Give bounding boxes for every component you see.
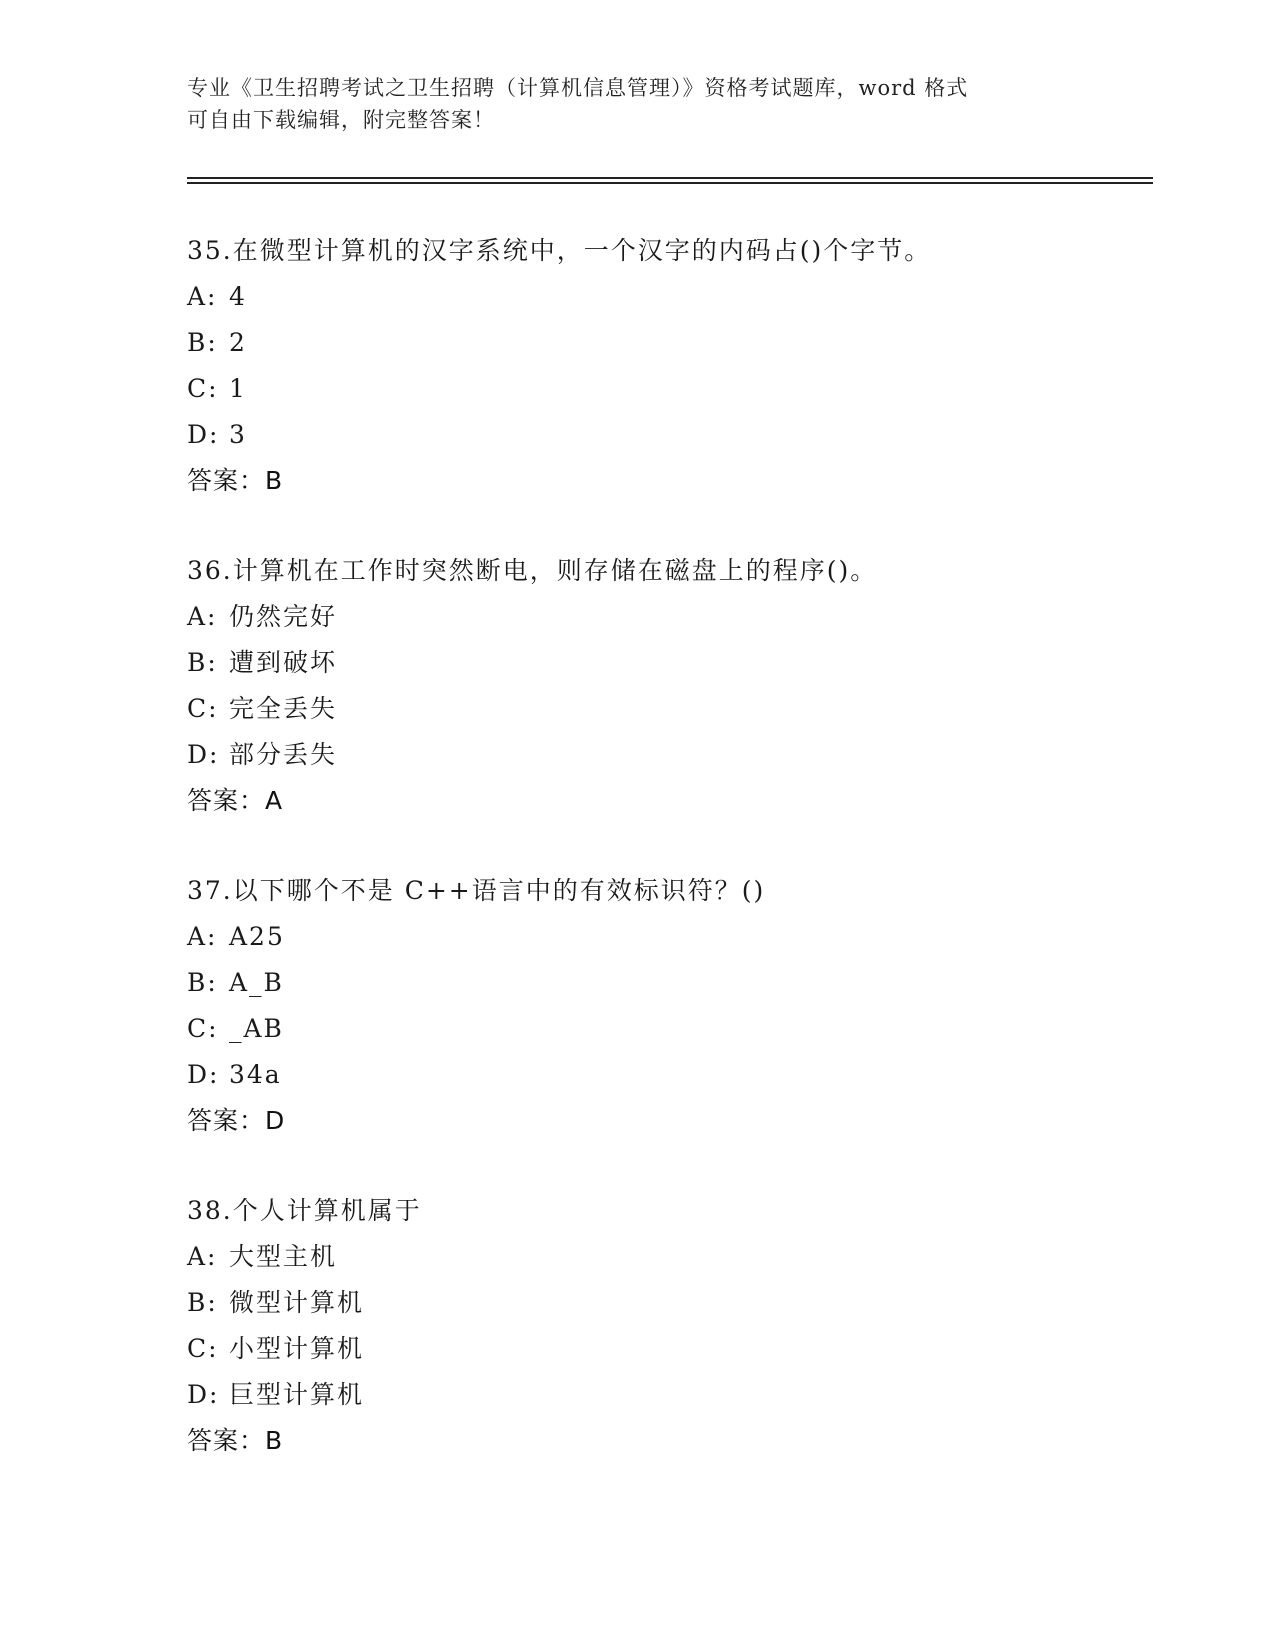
question-37 xyxy=(187,868,1147,1144)
option-key: B: xyxy=(187,968,218,997)
header-divider-bottom xyxy=(187,182,1153,184)
option-key: C: xyxy=(187,1334,219,1363)
option-text: 小型计算机 xyxy=(229,1334,365,1363)
option-text: 3 xyxy=(229,420,247,449)
document-header xyxy=(187,72,1087,136)
question-36 xyxy=(187,548,1147,824)
option-a xyxy=(187,594,1147,640)
option-text: 大型主机 xyxy=(229,1242,338,1271)
answer-line: 答案：B xyxy=(187,1426,284,1455)
option-c xyxy=(187,1006,1147,1052)
answer-line: 答案：B xyxy=(187,466,284,495)
option-key: D: xyxy=(187,1380,220,1409)
option-key: A: xyxy=(187,282,218,311)
option-key: D: xyxy=(187,420,220,449)
option-key: C: xyxy=(187,1014,219,1043)
option-key: C: xyxy=(187,374,219,403)
option-key: D: xyxy=(187,1060,220,1089)
option-a xyxy=(187,1234,1147,1280)
option-text: A_B xyxy=(229,968,284,997)
option-text: 仍然完好 xyxy=(229,602,338,631)
option-text: 巨型计算机 xyxy=(229,1380,365,1409)
question-stem: 37.以下哪个不是 C++语言中的有效标识符？() xyxy=(187,876,766,905)
answer-line: 答案：D xyxy=(187,1106,286,1135)
option-key: B: xyxy=(187,1288,218,1317)
option-b xyxy=(187,320,1147,366)
option-text: _AB xyxy=(229,1014,284,1043)
option-a xyxy=(187,914,1147,960)
option-d xyxy=(187,1052,1147,1098)
option-text: 34a xyxy=(229,1060,282,1089)
option-key: B: xyxy=(187,328,218,357)
option-c xyxy=(187,366,1147,412)
option-b xyxy=(187,960,1147,1006)
question-stem: 35.在微型计算机的汉字系统中，一个汉字的内码占()个字节。 xyxy=(187,236,932,265)
option-d xyxy=(187,1372,1147,1418)
question-38 xyxy=(187,1188,1147,1464)
option-b xyxy=(187,1280,1147,1326)
option-text: 4 xyxy=(229,282,247,311)
option-key: A: xyxy=(187,1242,218,1271)
header-line-1: 专业《卫生招聘考试之卫生招聘（计算机信息管理）》资格考试题库，word 格式 xyxy=(187,76,969,100)
option-text: 部分丢失 xyxy=(229,740,338,769)
question-stem: 36.计算机在工作时突然断电，则存储在磁盘上的程序()。 xyxy=(187,556,878,585)
option-key: D: xyxy=(187,740,220,769)
option-text: 完全丢失 xyxy=(229,694,338,723)
option-key: B: xyxy=(187,648,218,677)
answer-line: 答案：A xyxy=(187,786,284,815)
option-key: C: xyxy=(187,694,219,723)
option-c xyxy=(187,686,1147,732)
option-text: 2 xyxy=(229,328,247,357)
option-text: A25 xyxy=(229,922,285,951)
option-d xyxy=(187,732,1147,778)
header-line-2: 可自由下载编辑，附完整答案！ xyxy=(187,108,495,132)
option-c xyxy=(187,1326,1147,1372)
question-stem: 38.个人计算机属于 xyxy=(187,1196,422,1225)
option-key: A: xyxy=(187,922,218,951)
option-d xyxy=(187,412,1147,458)
option-text: 遭到破坏 xyxy=(229,648,338,677)
option-key: A: xyxy=(187,602,218,631)
option-text: 1 xyxy=(229,374,247,403)
question-35 xyxy=(187,228,1147,504)
option-text: 微型计算机 xyxy=(229,1288,365,1317)
option-b xyxy=(187,640,1147,686)
option-a xyxy=(187,274,1147,320)
header-divider-top xyxy=(187,177,1153,179)
